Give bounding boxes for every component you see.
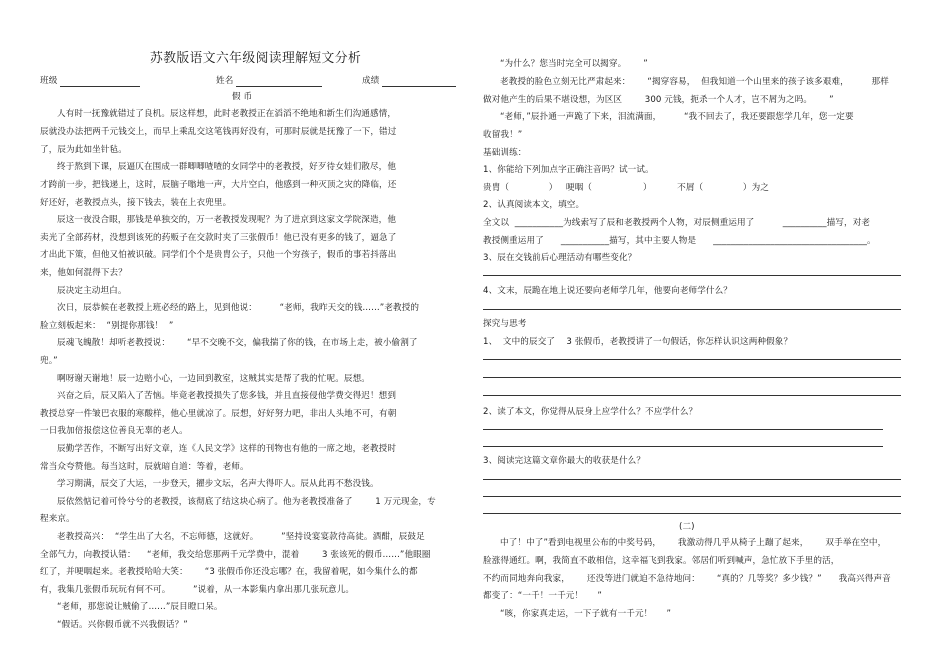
text-line: 常当众夸赞他。每当这时，辰就暗自道：等着，老师。	[40, 462, 249, 472]
text-line: “老师，”辰扑通一声跪了下来，泪流满面， “我不回去了，我还要跟您学几年，您一定要	[500, 112, 854, 122]
text-line: 才出此下策，但他又怕被识破。同学们个个是贵胄公子，只他一个穷孩子，假币的事若抖落出	[40, 250, 397, 260]
text-line: 辰勤学苦作，不断写出好文章，连《人民文学》这样的刊物也有他的一席之地，老教授时	[57, 444, 397, 454]
answer-line[interactable]	[483, 479, 901, 480]
section-two-heading: (二)	[679, 522, 695, 532]
text-line: 终于熬到下课，辰逼仄在围成一群唧唧喳喳的女同学中的老教授，好歹待女娃们散尽，他	[57, 162, 397, 172]
text-line: 学习期满，辰交了大运，一步登天，擢步文坛，名声大得吓人。辰从此再不愁没钱。	[57, 479, 379, 489]
text-line: 一日我加倍报偿这位善良无辜的老人。	[40, 426, 188, 436]
text-line: 程来京。	[40, 514, 75, 524]
section-heading: 探究与思考	[483, 319, 527, 329]
class-label: 班级	[40, 76, 58, 86]
text-line: 啊呀谢天谢地！辰一边赔小心，一边回到教室，这贼其实是帮了我的忙呢。辰想。	[57, 374, 370, 384]
section-heading: 基础训练：	[483, 148, 527, 158]
text-line: 兴奋之后，辰又陷入了苦恼。毕竟老教授损失了您多钱，并且直接侵他学费交得迟！想到	[57, 391, 397, 401]
passage-title: 假 币	[232, 92, 253, 102]
text-line: 才跨前一步，把钱递上，这时，辰脑子嗡地一声，大片空白，他感到一种灭顶之灾的降临，还	[40, 180, 397, 190]
text-line: “为什么？您当时完全可以揭穿。 ”	[500, 59, 648, 69]
text-line: “老师，那您说让贼偷了……”辰目瞪口呆。	[57, 602, 223, 612]
text-line: 红了，并哽咽起来。老教授哈哈大笑： “3 张假币你还没忘哪？在，我留着呢，如今集什么的都	[40, 567, 418, 577]
answer-line[interactable]	[483, 309, 901, 310]
text-line: 辰这一夜没合眼，那钱是单独交的，万一老教授发现呢？为了进京到这家文学院深造，他	[57, 215, 397, 225]
answer-line[interactable]	[483, 359, 901, 360]
text-line: 辰依然惦记着可怜兮兮的老教授，该彻底了结这块心病了。他为老教授准备了 1 万元现金，专	[57, 497, 436, 507]
text-line: 好还好，老教授点头，接下钱去，装在上衣兜里。	[40, 198, 232, 208]
question-text: 1、你能给下列加点字正确注音吗？试一试。	[483, 165, 654, 175]
answer-line[interactable]	[483, 513, 901, 514]
question-text: 2、认真阅读本文，填空。	[483, 200, 585, 210]
answer-line[interactable]	[483, 446, 883, 447]
text-line: 做对他产生的后果不堪设想，为区区 300 元钱，扼杀一个人才，岂不屑为之吗。 ”	[483, 95, 834, 105]
score-blank[interactable]	[382, 86, 456, 87]
question-text: 4、文末，辰跪在地上说还要向老师学几年，他要向老师学什么？	[483, 286, 732, 296]
question-text[interactable]: 贵胄（ ） 哽咽（ ） 不屑（ ）为之	[483, 183, 769, 193]
question-text: 1、 文中的辰交了 3 张假币，老教授讲了一句假话，你怎样认识这两种假象？	[483, 337, 793, 347]
text-line: 辰决定主动坦白。	[57, 286, 127, 296]
text-line: “假话。兴你假币就不兴我假话？”	[57, 620, 188, 630]
text-line: 人有时一抚豫就错过了良机。辰这样想，此时老教授正在滔滔不绝地和新生们沟通感情，	[57, 109, 397, 119]
text-line: 老教授的脸色立刻无比严肃起来： “揭穿容易， 但我知道一个山里来的孩子该多艰难， 那样	[500, 77, 889, 87]
text-line: 辰就没办法把两千元钱交上，而早上乘乱交这笔钱再好没有，可那时辰就是抚豫了一下，错过	[40, 127, 397, 137]
text-line: 脸立刻板起来： “别提你那钱！ ”	[40, 321, 174, 331]
text-line: 辰魂飞魄散！却听老教授说： “早不交晚不交，偏我揣了你的钱，在市场上走，被小偷割了	[57, 338, 418, 348]
text-line: 脸涨得通红。啊，我简直不敢相信，这幸福飞到我家。邻居们听到喊声，急忙放下手里的活，	[483, 556, 840, 566]
class-blank[interactable]	[60, 86, 140, 87]
text-line: 有，我集几张假币玩玩有何不可。 ”说着，从一本影集内拿出那几张玩意儿。	[40, 585, 355, 595]
text-line: 卖光了全部药材，没想到该死的药贩子在交款时夹了三张假币！他已没有更多的钱了，逼急了	[40, 233, 397, 243]
text-line: 教授总穿一件皱巴衣服的寒酸样，他心里就凉了。辰想，好好努力吧，非出人头地不可，有朝	[40, 409, 397, 419]
text-line: 中了！中了”看到电视里公布的中奖号码， 我激动得几乎从椅子上蹦了起来， 双手举在空中，	[500, 538, 887, 548]
text-line: 都变了：“一千！一千元！ ”	[483, 591, 602, 601]
text-line: 兜。”	[40, 356, 58, 366]
document-title: 苏教版语文六年级阅读理解短文分析	[150, 51, 362, 66]
question-text: 3、阅读完这篇文章你最大的收获是什么？	[483, 456, 646, 466]
text-line: 次日，辰恭候在老教授上班必经的路上，见到他说： “老师，我昨天交的钱……”老教授的	[57, 303, 420, 313]
answer-line[interactable]	[483, 377, 901, 378]
answer-line[interactable]	[483, 275, 901, 276]
text-line: “咳，你家真走运，一下子就有一千元！ ”	[500, 609, 672, 619]
score-label: 成绩	[362, 76, 380, 86]
text-line: 不约而同地奔向我家， 还没等进门就迫不急待地问： “真的？几等奖？多少钱？” 我高兴得声音	[483, 574, 891, 584]
answer-line[interactable]	[483, 429, 883, 430]
question-text: 2、读了本文，你觉得从辰身上应学什么？不应学什么？	[483, 407, 698, 417]
question-text: 3、辰在交钱前后心理活动有哪些变化？	[483, 253, 637, 263]
text-line: 了，辰为此如坐针毡。	[40, 145, 127, 155]
name-blank[interactable]	[236, 86, 322, 87]
answer-line[interactable]	[483, 496, 901, 497]
question-text[interactable]: 全文以 ___________为线索写了辰和老教授两个人物，对辰侧重运用了 __________描写，对老	[483, 218, 871, 228]
question-text[interactable]: 教授侧重运用了 ___________描写，其中主要人物是 ___________________________________。	[483, 236, 876, 246]
text-line: 收留我！”	[483, 130, 523, 140]
text-line: 来，他如何混得下去？	[40, 268, 127, 278]
name-label: 姓名	[216, 76, 234, 86]
text-line: 全部气力，向教授认错： “老师，我交给您那两千元学费中，混着 3 张该死的假币……”他眼圈	[40, 550, 431, 560]
answer-line[interactable]	[483, 395, 901, 396]
text-line: 老教授高兴： “学生出了大名，不忘师德，这就好。 ”坚持设宴宴款待高徒。酒酣，辰鼓足	[57, 532, 425, 542]
